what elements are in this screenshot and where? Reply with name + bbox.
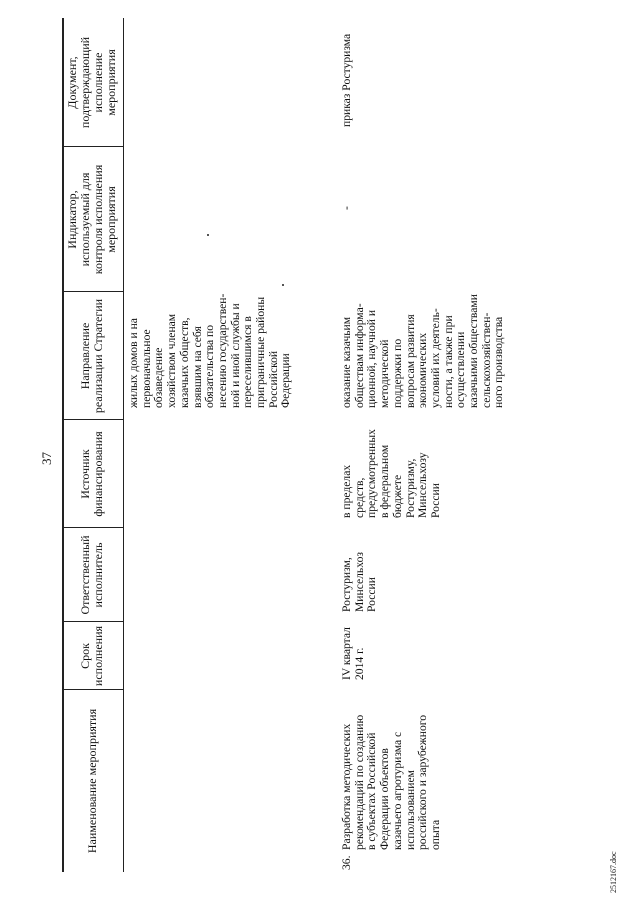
row-direction: оказание казачьим обществам информа- ционной, научной и методической поддержки по вопросам развития экономических условий их деятель- ности, а также при осуществлении казачьими обществами сельскохозяйствен- ного производства [340, 294, 506, 408]
scan-speck [282, 284, 284, 286]
header-document: Документ, подтверждающий исполнение мероприятия [65, 36, 118, 129]
row-document: приказ Ростуризма [340, 33, 353, 127]
row-executor: Ростуризм, Минсельхоз России [340, 552, 379, 612]
header-term: Срок исполнения [78, 625, 105, 687]
scan-speck [207, 234, 209, 236]
header-executor: Ответственный исполнитель [78, 535, 105, 615]
row-term: IV квартал 2014 г. [340, 627, 366, 680]
row-name: Разработка методических рекомендаций по созданию в субъектах Российской Федерации объектов казачьего агротуризма с использованием российского и зарубежного опыта [340, 714, 442, 850]
page-number: 37 [39, 452, 54, 465]
row-indicator: - [340, 206, 353, 210]
row-number: 36. [340, 855, 353, 870]
row-source: в пределах средств, предусмотренных в федеральном бюджете Ростуризму, Минсельхозу России [340, 429, 442, 518]
continued-direction-text: жилых домов и на первоначальное обзаведение хозяйством членам казачьих обществ, взявшим на себя обязательства по несению государствен- ной и иной службы и переселившимся в приграничные районы Российской Федерации [127, 293, 293, 408]
header-direction: Направление реализации Стратегии [78, 298, 105, 414]
header-name: Наименование мероприятия [85, 708, 99, 854]
header-source: Источник финансирования [78, 431, 105, 517]
header-indicator: Индикатор, используемый для контроля исполнения мероприятия [65, 164, 118, 275]
document-footer: 2512167.doc [609, 851, 618, 893]
